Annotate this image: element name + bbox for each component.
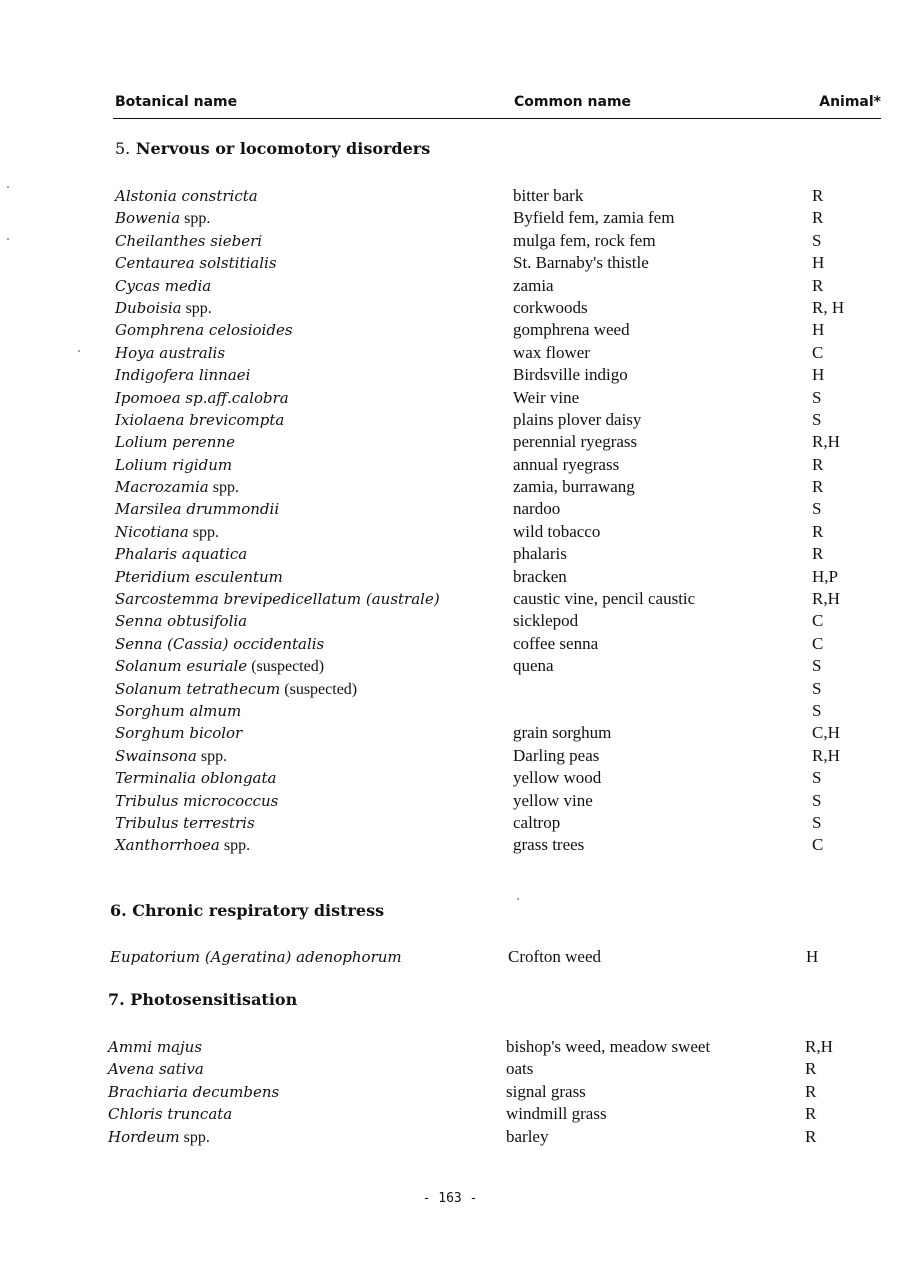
animal-code: R: [805, 1081, 817, 1101]
common-name: coffee senna: [513, 633, 599, 653]
common-name: quena: [513, 656, 554, 676]
table-row: [0, 319, 900, 341]
table-row: [0, 252, 900, 274]
botanical-name: [110, 946, 402, 969]
botanical-name: [115, 543, 247, 566]
table-row: [0, 1103, 900, 1125]
botanical-name-italic: Nicotiana: [115, 522, 189, 541]
section-heading: Nervous or locomotory disorders: [135, 139, 431, 158]
animal-code: R: [805, 1059, 817, 1079]
table-row: [0, 342, 900, 364]
botanical-name-italic: Ixiolaena brevicompta: [115, 410, 285, 429]
animal-code: R,H: [812, 589, 840, 609]
section-rows: [0, 1036, 900, 1148]
common-name: corkwoods: [513, 297, 588, 317]
animal-code: C: [812, 611, 824, 631]
animal-code: S: [812, 409, 822, 429]
botanical-name-suffix: spp.: [180, 210, 211, 228]
common-name: annual ryegrass: [513, 454, 620, 474]
common-name: phalaris: [513, 544, 567, 564]
botanical-name: [115, 745, 227, 768]
common-name: oats: [506, 1059, 534, 1079]
section-number: 7.: [108, 990, 125, 1009]
botanical-name-suffix: spp.: [181, 299, 212, 317]
botanical-name-italic: Brachiaria decumbens: [108, 1082, 280, 1101]
botanical-name-italic: Swainsona: [115, 746, 197, 765]
animal-code: R, H: [812, 297, 845, 317]
botanical-name-italic: Terminalia oblongata: [115, 769, 277, 788]
botanical-name: [115, 767, 276, 790]
botanical-name-suffix: spp.: [179, 1128, 210, 1146]
table-row: [0, 566, 900, 588]
botanical-name-suffix: spp.: [208, 479, 239, 497]
common-name: caltrop: [513, 812, 561, 832]
table-row: [0, 207, 900, 229]
table-row: [0, 812, 900, 834]
header-common-name: Common name: [514, 94, 632, 110]
animal-code: S: [812, 768, 822, 788]
table-row: [0, 364, 900, 386]
botanical-name-suffix: (suspected): [280, 680, 358, 698]
animal-code: C: [812, 835, 824, 855]
table-row: [0, 722, 900, 744]
table-row: [0, 745, 900, 767]
table-row: [0, 655, 900, 677]
botanical-name-italic: Alstonia constricta: [115, 187, 258, 205]
animal-code: R: [812, 521, 824, 541]
common-name: zamia, burrawang: [513, 477, 635, 497]
animal-code: R,H: [812, 745, 840, 765]
common-name: mulga fem, rock fem: [513, 230, 656, 250]
botanical-name-italic: Cycas media: [115, 276, 212, 295]
common-name: grain sorghum: [513, 723, 612, 743]
table-row: [0, 790, 900, 812]
table-row: [0, 1081, 900, 1103]
botanical-name-italic: Pteridium esculentum: [115, 567, 283, 586]
table-row: [0, 185, 900, 207]
botanical-name-italic: Avena sativa: [108, 1060, 204, 1079]
botanical-name-italic: Senna obtusifolia: [115, 612, 248, 631]
header-rule: [113, 118, 881, 119]
botanical-name: [115, 319, 293, 342]
botanical-name: [115, 588, 440, 611]
table-row: [0, 409, 900, 431]
common-name: bishop's weed, meadow sweet: [506, 1037, 711, 1056]
common-name: gomphrena weed: [513, 320, 630, 340]
animal-code: S: [812, 790, 822, 810]
scan-speck: [7, 186, 9, 188]
botanical-name: [115, 521, 219, 544]
botanical-name-italic: Duboisia: [115, 298, 182, 317]
common-name: bitter bark: [513, 186, 584, 205]
table-row: [0, 297, 900, 319]
botanical-name-italic: Solanum tetrathecum: [115, 679, 281, 698]
animal-code: R: [805, 1104, 817, 1124]
table-row: [0, 610, 900, 632]
animal-code: R,H: [805, 1037, 833, 1056]
botanical-name-italic: Chloris truncata: [108, 1105, 233, 1124]
botanical-name-italic: Marsilea drummondii: [115, 500, 280, 519]
animal-code: C: [812, 342, 824, 362]
table-row: [0, 700, 900, 722]
animal-code: R: [812, 454, 824, 474]
common-name: wax flower: [513, 342, 590, 362]
botanical-name: [108, 1126, 210, 1149]
section-rows: [0, 185, 900, 857]
botanical-name: [115, 722, 242, 745]
botanical-name: [115, 364, 250, 387]
botanical-name-italic: Xanthorrhoea: [115, 836, 220, 855]
botanical-name-italic: Tribulus terrestris: [115, 813, 255, 832]
common-name: windmill grass: [506, 1104, 607, 1124]
section-title: [108, 990, 297, 1009]
animal-code: H,P: [812, 566, 838, 586]
botanical-name-italic: Eupatorium (Ageratina) adenophorum: [110, 948, 402, 966]
section-heading: Chronic respiratory distress: [132, 901, 385, 920]
botanical-name-italic: Ipomoea sp.aff.calobra: [115, 388, 289, 407]
animal-code: H: [812, 320, 825, 340]
animal-code: R: [812, 275, 824, 295]
animal-code: S: [812, 812, 822, 832]
botanical-name-suffix: spp.: [188, 523, 219, 541]
animal-code: S: [812, 656, 822, 676]
header-botanical-name: Botanical name: [115, 94, 238, 110]
botanical-name-italic: Lolium rigidum: [115, 455, 233, 474]
botanical-name: [115, 275, 211, 298]
animal-code: H: [806, 947, 819, 966]
botanical-name: [115, 342, 225, 365]
common-name: yellow wood: [513, 768, 602, 788]
common-name: Crofton weed: [508, 947, 602, 966]
botanical-name-italic: Cheilanthes sieberi: [115, 231, 263, 250]
section-title: [110, 901, 384, 920]
botanical-name-italic: Senna (Cassia) occidentalis: [115, 634, 325, 653]
section-rows: [0, 946, 900, 968]
table-row: [0, 230, 900, 252]
animal-code: R: [812, 544, 824, 564]
botanical-name-italic: Hoya australis: [115, 343, 226, 362]
botanical-name: [115, 297, 212, 320]
common-name: St. Barnaby's thistle: [513, 253, 649, 273]
table-row: [0, 387, 900, 409]
common-name: Darling peas: [513, 745, 600, 765]
animal-code: R: [812, 208, 824, 228]
botanical-name-italic: Lolium perenne: [115, 433, 235, 452]
common-name: zamia: [513, 275, 554, 295]
scan-speck: [7, 238, 9, 240]
table-row: [0, 521, 900, 543]
common-name: yellow vine: [513, 790, 593, 810]
botanical-name: [115, 409, 284, 432]
botanical-name: [115, 633, 324, 656]
animal-code: S: [812, 387, 822, 407]
botanical-name-italic: Tribulus micrococcus: [115, 791, 279, 810]
botanical-name-italic: Sarcostemma brevipedicellatum (australe): [115, 590, 440, 609]
table-row: [0, 1126, 900, 1148]
botanical-name: [115, 834, 250, 857]
section-title: [115, 139, 430, 158]
botanical-name: [108, 1036, 202, 1059]
table-row: [0, 476, 900, 498]
animal-code: S: [812, 230, 822, 250]
common-name: Weir vine: [513, 387, 580, 407]
page-number: - 163 -: [422, 1191, 478, 1206]
animal-code: C,H: [812, 723, 840, 743]
scan-speck: [517, 898, 519, 900]
botanical-name: [115, 655, 324, 678]
table-row: [0, 543, 900, 565]
botanical-name: [108, 1081, 279, 1104]
botanical-name-italic: Ammi majus: [108, 1038, 203, 1056]
table-row: [0, 588, 900, 610]
section-heading: Photosensitisation: [130, 990, 298, 1009]
botanical-name: [115, 790, 278, 813]
common-name: Birdsville indigo: [513, 365, 628, 385]
common-name: perennial ryegrass: [513, 432, 638, 452]
botanical-name: [115, 252, 277, 275]
table-row: [0, 454, 900, 476]
common-name: signal grass: [506, 1081, 586, 1101]
table-row: [0, 633, 900, 655]
animal-code: H: [812, 253, 825, 273]
header-animal: Animal*: [819, 94, 881, 110]
botanical-name-italic: Hordeum: [108, 1127, 180, 1146]
botanical-name: [115, 678, 357, 701]
animal-code: H: [812, 365, 825, 385]
botanical-name-italic: Solanum esuriale: [115, 657, 248, 676]
common-name: barley: [506, 1126, 549, 1146]
common-name: wild tobacco: [513, 521, 601, 541]
section-number: 5.: [115, 139, 131, 158]
table-header: [115, 94, 881, 116]
botanical-name-suffix: spp.: [196, 747, 228, 765]
botanical-name-italic: Sorghum bicolor: [115, 724, 243, 743]
botanical-name-suffix: spp.: [219, 837, 251, 855]
botanical-name-italic: Bowenia: [115, 209, 181, 228]
botanical-name: [115, 566, 283, 589]
table-row: [0, 431, 900, 453]
table-row: [0, 678, 900, 700]
botanical-name-italic: Indigofera linnaei: [115, 366, 251, 385]
botanical-name: [115, 431, 235, 454]
botanical-name: [108, 1103, 232, 1126]
botanical-name: [115, 476, 239, 499]
table-row: [0, 767, 900, 789]
animal-code: R: [812, 477, 824, 497]
botanical-name-italic: Macrozamia: [115, 478, 209, 497]
animal-code: R: [805, 1126, 817, 1146]
botanical-name-italic: Phalaris aquatica: [115, 545, 248, 564]
botanical-name: [115, 610, 247, 633]
table-row: [0, 834, 900, 856]
botanical-name: [108, 1058, 204, 1081]
table-row: [0, 1036, 900, 1058]
botanical-name: [115, 498, 279, 521]
common-name: sicklepod: [513, 611, 579, 631]
common-name: nardoo: [513, 499, 561, 519]
common-name: bracken: [513, 566, 567, 586]
botanical-name: [115, 700, 241, 723]
animal-code: S: [812, 700, 822, 720]
common-name: grass trees: [513, 835, 585, 855]
common-name: caustic vine, pencil caustic: [513, 589, 696, 609]
botanical-name: [115, 387, 289, 410]
section-number: 6.: [110, 901, 127, 920]
animal-code: R,H: [812, 432, 840, 452]
animal-code: S: [812, 499, 822, 519]
table-row: [0, 1058, 900, 1080]
table-row: [0, 275, 900, 297]
botanical-name: [115, 230, 262, 253]
animal-code: S: [812, 678, 822, 698]
botanical-name: [115, 454, 232, 477]
common-name: plains plover daisy: [513, 409, 642, 429]
botanical-name-italic: Centaurea solstitialis: [115, 254, 277, 273]
table-row: [0, 498, 900, 520]
botanical-name: [115, 207, 210, 230]
botanical-name: [115, 185, 258, 208]
botanical-name: [115, 812, 255, 835]
scan-speck: [78, 350, 80, 352]
botanical-name-italic: Sorghum almum: [115, 701, 242, 720]
botanical-name-suffix: (suspected): [247, 658, 325, 676]
animal-code: C: [812, 633, 824, 653]
botanical-name-italic: Gomphrena celosioides: [115, 321, 293, 340]
common-name: Byfield fem, zamia fem: [513, 208, 675, 228]
table-row: [0, 946, 900, 968]
animal-code: R: [812, 186, 824, 205]
